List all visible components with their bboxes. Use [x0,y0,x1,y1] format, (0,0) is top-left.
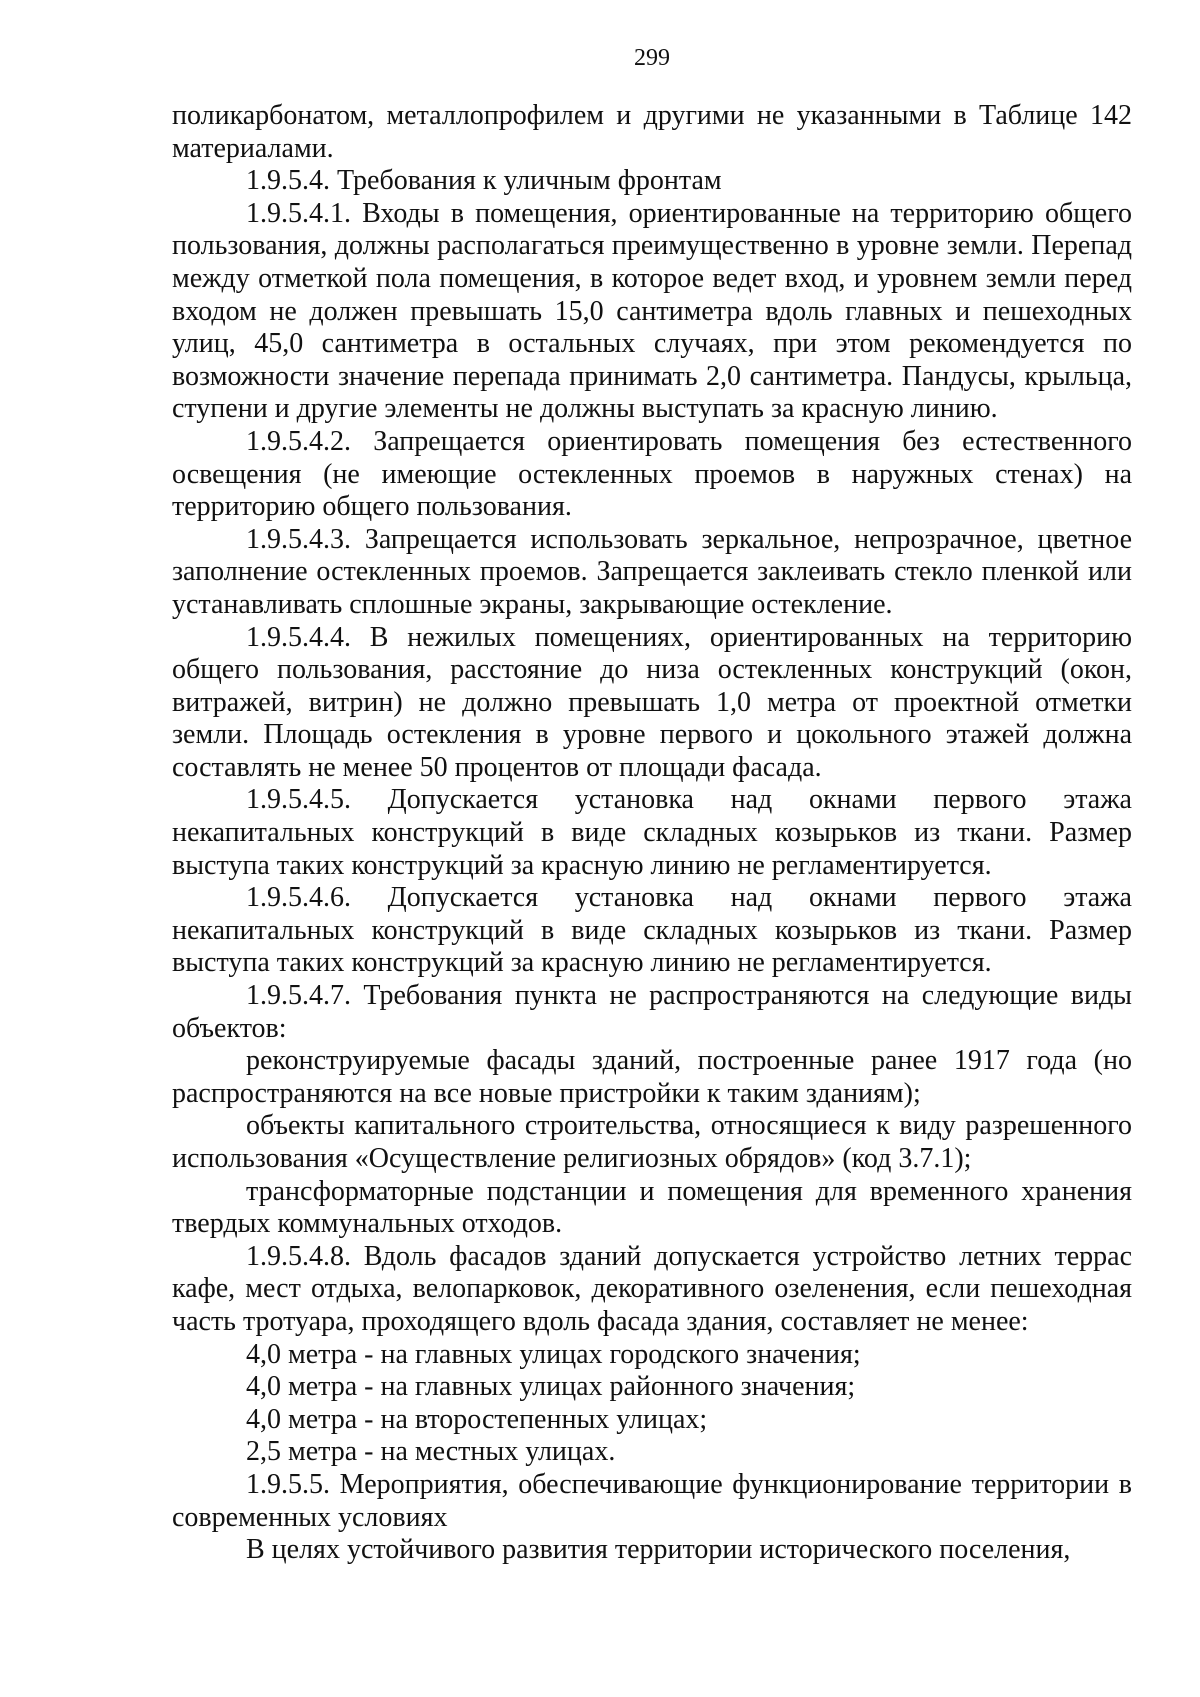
clause-glazing: 1.9.5.4.3. Запрещается использовать зеркальное, непрозрачное, цветное заполнение остекленных проемов. Запрещается заклеивать стекло пленкой или устанавливать сплошные экраны, закрывающие остекление. [172,523,1132,620]
clause-non-residential: 1.9.5.4.4. В нежилых помещениях, ориентированных на территорию общего пользования, расстояние до низа остекленных конструкций (окон, витражей, витрин) не должно превышать 1,0 метра от проектной отметки земли. Площадь остекления в уровне первого и цокольного этажей должна составлять не менее 50 процентов от площади фасада. [172,621,1132,783]
paragraph-continuation: поликарбонатом, металлопрофилем и другими не указанными в Таблице 142 материалами. [172,100,1132,164]
list-item: трансформаторные подстанции и помещения для временного хранения твердых коммунальных отходов. [172,1175,1132,1240]
clause-entrances: 1.9.5.4.1. Входы в помещения, ориентированные на территорию общего пользования, должны располагаться преимущественно в уровне земли. Перепад между отметкой пола помещения, в которое ведет вход, и уровнем земли перед входом не должен превышать 15,0 сантиметра вдоль главных и пешеходных улиц, 45,0 сантиметра в остальных случаях, при этом рекомендуется по возможности значение перепада принимать 2,0 сантиметра. Пандусы, крыльца, ступени и другие элементы не должны выступать за красную линию. [172,197,1132,425]
clause-exceptions: 1.9.5.4.7. Требования пункта не распространяются на следующие виды объектов: [172,980,1132,1044]
clause-terraces: 1.9.5.4.8. Вдоль фасадов зданий допускается устройство летних террас кафе, мест отдыха, велопарковок, декоративного озеленения, если пешеходная часть тротуара, проходящего вдоль фасада здания, составляет не менее: [172,1240,1132,1337]
list-item: 4,0 метра - на главных улицах городского значения; [246,1338,861,1370]
clause-canopies-1: 1.9.5.4.5. Допускается установка над окнами первого этажа некапитальных конструкций в виде складных козырьков из ткани. Размер выступа таких конструкций за красную линию не регламентируется. [172,784,1132,881]
list-item: реконструируемые фасады зданий, построенные ранее 1917 года (но распространяются на все новые пристройки к таким зданиям); [172,1045,1132,1109]
page-number: 299 [634,45,670,71]
clause-natural-lighting: 1.9.5.4.2. Запрещается ориентировать помещения без естественного освещения (не имеющие остекленных проемов в наружных стенах) на территорию общего пользования. [172,425,1132,523]
paragraph-final: В целях устойчивого развития территории исторического поселения, [246,1534,1071,1566]
list-item: 2,5 метра - на местных улицах. [246,1436,616,1468]
section-heading-measures: 1.9.5.5. Мероприятия, обеспечивающие функционирование территории в современных условиях [172,1468,1132,1533]
list-item: 4,0 метра - на главных улицах районного значения; [246,1371,856,1403]
document-body [172,100,1132,1567]
list-item: 4,0 метра - на второстепенных улицах; [246,1403,708,1435]
clause-canopies-2: 1.9.5.4.6. Допускается установка над окнами первого этажа некапитальных конструкций в виде складных козырьков из ткани. Размер выступа таких конструкций за красную линию не регламентируется. [172,882,1132,979]
section-heading-street-fronts: 1.9.5.4. Требования к уличным фронтам [246,165,722,197]
list-item: объекты капитального строительства, относящиеся к виду разрешенного использования «Осуществление религиозных обрядов» (код 3.7.1); [172,1110,1132,1174]
